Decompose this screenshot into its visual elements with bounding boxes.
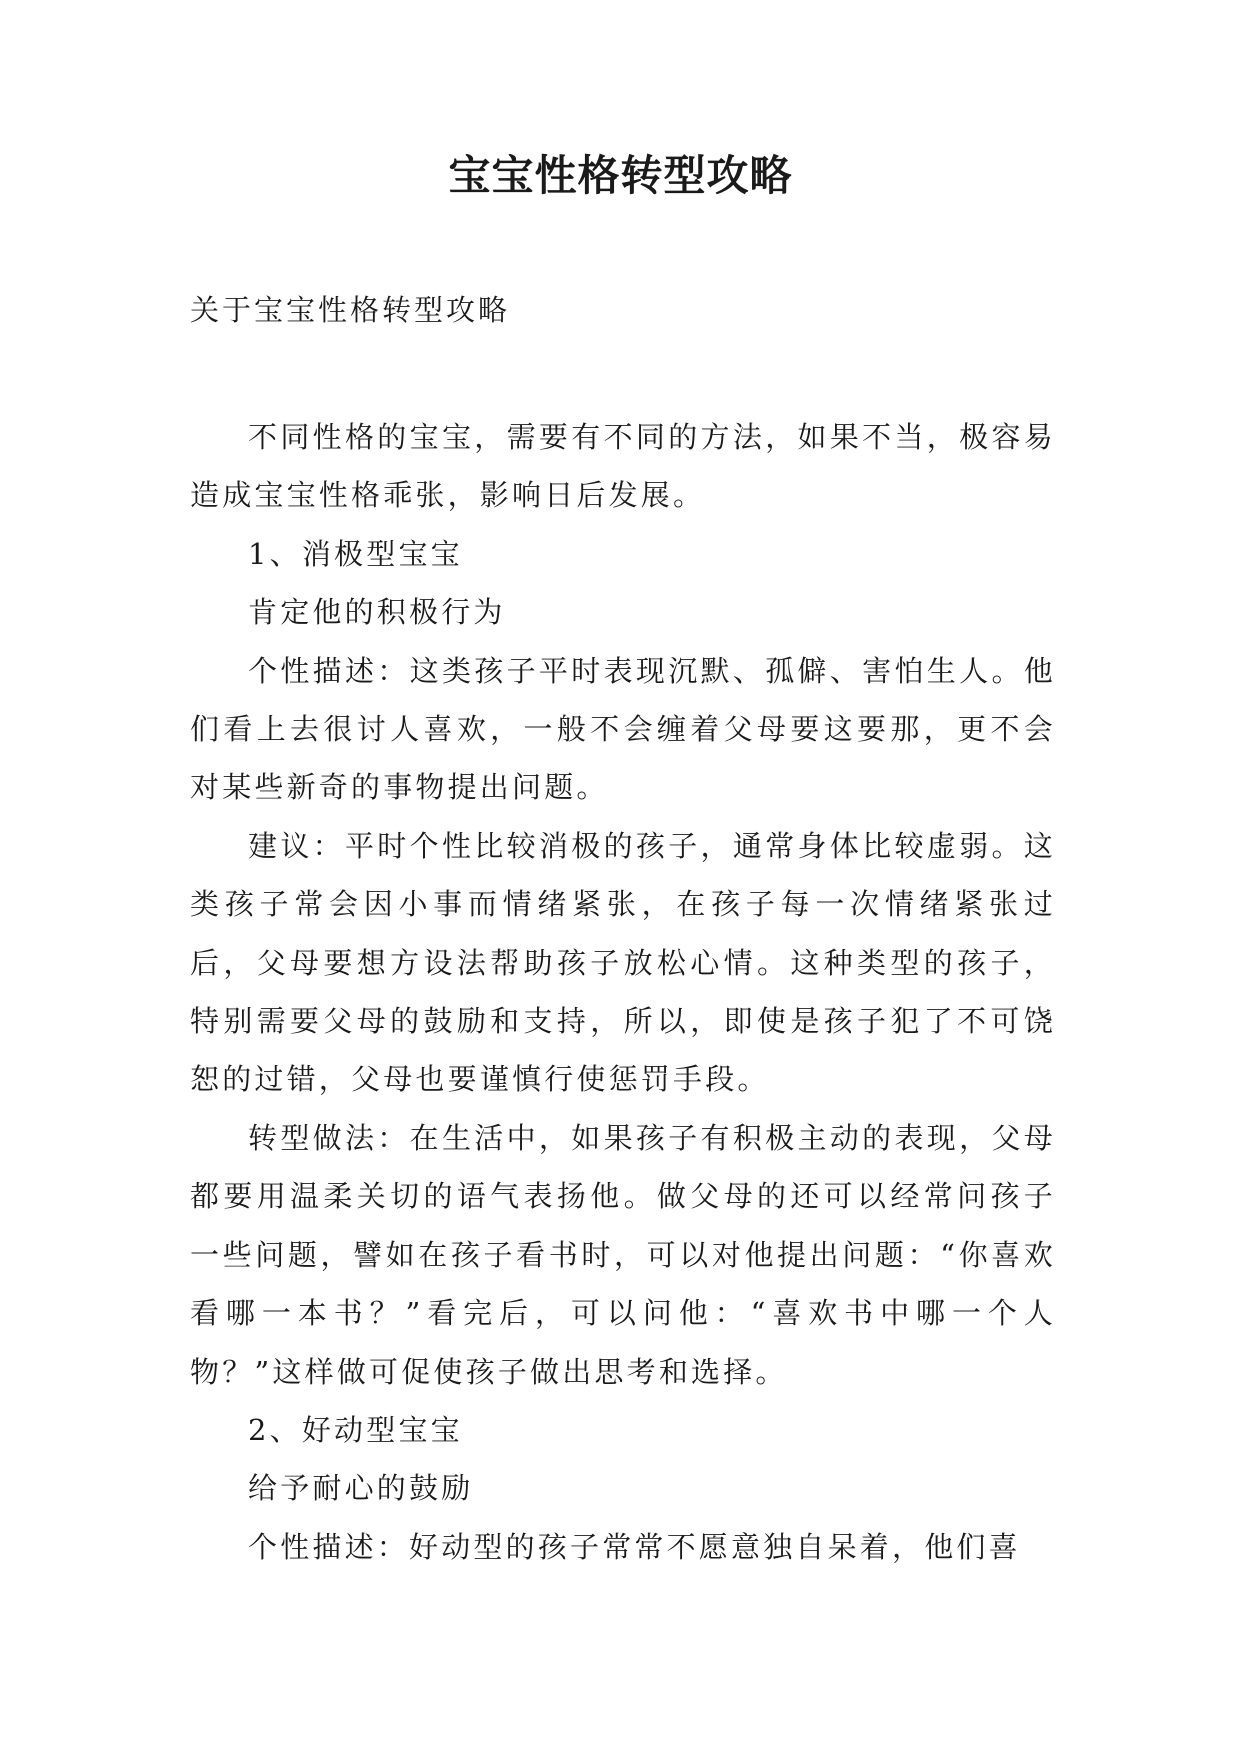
document-title: 宝宝性格转型攻略 bbox=[448, 151, 793, 200]
section-subheading-2: 给予耐心的鼓励 bbox=[248, 1471, 474, 1506]
section-heading-2: 2、好动型宝宝 bbox=[248, 1412, 463, 1447]
paragraph-intro: 不同性格的宝宝，需要有不同的方法，如果不当，极容易造成宝宝性格乖张，影响日后发展。 bbox=[190, 420, 1056, 513]
document-subtitle: 关于宝宝性格转型攻略 bbox=[190, 293, 511, 327]
document-body bbox=[190, 408, 1056, 1576]
section-subheading-1: 肯定他的积极行为 bbox=[248, 595, 506, 630]
paragraph-description-2: 个性描述：好动型的孩子常常不愿意独自呆着，他们喜 bbox=[248, 1529, 1021, 1564]
paragraph-method-1: 转型做法：在生活中，如果孩子有积极主动的表现，父母都要用温柔关切的语气表扬他。做父母的还可以经常问孩子一些问题，譬如在孩子看书时，可以对他提出问题：“你喜欢看哪一本书？”看完后，可以问他：“喜欢书中哪一个人物？”这样做可促使孩子做出思考和选择。 bbox=[190, 1120, 1056, 1389]
paragraph-description-1: 个性描述：这类孩子平时表现沉默、孤僻、害怕生人。他们看上去很讨人喜欢，一般不会缠着父母要这要那，更不会对某些新奇的事物提出问题。 bbox=[190, 653, 1056, 805]
paragraph-advice-1: 建议：平时个性比较消极的孩子，通常身体比较虚弱。这类孩子常会因小事而情绪紧张，在孩子每一次情绪紧张过后，父母要想方设法帮助孩子放松心情。这种类型的孩子，特别需要父母的鼓励和支持，所以，即使是孩子犯了不可饶恕的过错，父母也要谨慎行使惩罚手段。 bbox=[190, 828, 1056, 1097]
section-heading-1: 1、消极型宝宝 bbox=[248, 536, 463, 571]
